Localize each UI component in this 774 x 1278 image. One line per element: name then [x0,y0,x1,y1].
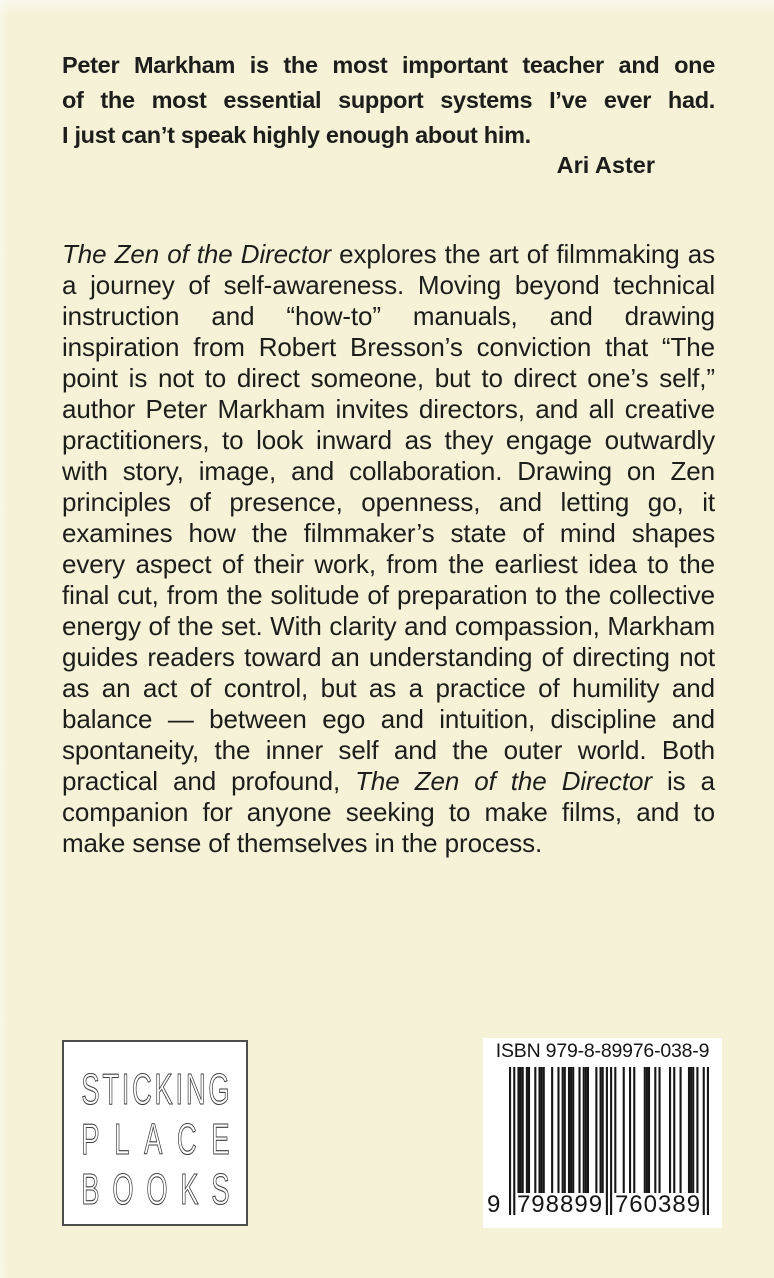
quote-line-1: Peter Markham is the most important teacher and one [62,52,715,78]
endorsement-quote [62,48,715,153]
publisher-logo [64,1042,246,1224]
page-top-light-edge [0,0,774,14]
barcode-digits-group1: 798899 [516,1191,604,1218]
publisher-logo-line-2: PLACE [81,1114,230,1164]
publisher-logo-box [62,1040,248,1226]
page-left-light-edge [0,0,9,1278]
description-text: is a companion for anyone seeking to make films, and to make sense of themselves in the process. [62,766,715,858]
barcode-block [483,1038,722,1228]
isbn-label: ISBN 979-8-89976-038-9 [495,1040,710,1062]
quote-line-2: of the most essential support systems I’ve ever had. [62,87,715,113]
publisher-logo-line-1: STICKING [81,1064,230,1114]
quote-line-3: I just can’t speak highly enough about him. [62,122,531,148]
publisher-logo-line-3: BOOKS [81,1164,230,1214]
description-text: explores the art of filmmaking as a journey of self-awareness. Moving beyond technical instruction and “how-to” manuals, and drawing inspiration from Robert Bresson’s conviction that “The point is not to direct someone, but to direct one’s self,” author Peter Markham invites directors, and all creative practitioners, to look inward as they engage outwardly with story, image, and collaboration. Drawing on Zen principles of presence, openness, and letting go, it examines how the filmmaker’s state of mind shapes every aspect of their work, from the earliest idea to the final cut, from the solitude of preparation to the collective energy of the set. With clarity and compassion, Markham guides readers toward an understanding of directing not as an act of control, but as a practice of humility and balance — between ego and intuition, discipline and spontaneity, the inner self and the outer world. Both practical and profound, [62,239,715,796]
book-description [62,239,715,859]
barcode-digit-lead: 9 [487,1191,501,1218]
book-title-italic: The Zen of the Director [355,766,652,796]
book-title-italic: The Zen of the Director [62,239,331,269]
barcode-digits-group2: 760389 [614,1191,702,1218]
quote-attribution: Ari Aster [556,152,655,178]
